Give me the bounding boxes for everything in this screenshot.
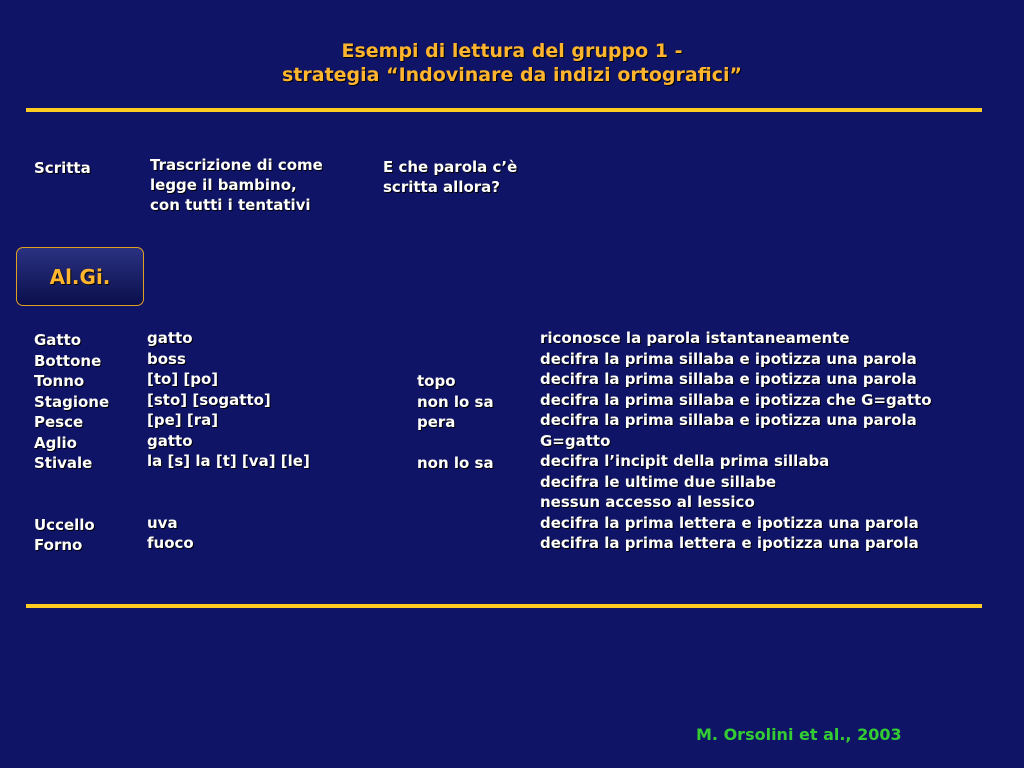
transcription: [pe] [ra] — [147, 411, 219, 429]
comment: decifra la prima sillaba e ipotizza una parola — [540, 411, 917, 429]
written-word: Pesce — [34, 413, 84, 431]
transcription — [147, 472, 310, 493]
header-guess — [383, 157, 517, 197]
citation: M. Orsolini et al., 2003 — [696, 725, 902, 744]
header-transcription-line-1: Trascrizione di come — [150, 156, 323, 174]
transcription: uva — [147, 513, 178, 532]
comment: riconosce la parola istantaneamente — [540, 329, 850, 347]
header-transcription — [150, 155, 323, 215]
transcription: boss — [147, 349, 186, 368]
slide-title — [0, 39, 1024, 87]
transcription — [147, 492, 310, 513]
written-word: Uccello — [34, 515, 95, 534]
guess: pera — [417, 413, 456, 431]
written-word: Stivale — [34, 454, 93, 472]
top-divider — [26, 108, 982, 112]
written-word: Tonno — [34, 372, 85, 390]
written-word — [34, 474, 109, 495]
header-transcription-line-3: con tutti i tentativi — [150, 196, 311, 214]
comment: G=gatto — [540, 431, 611, 450]
guess — [417, 535, 494, 556]
guesses-column — [417, 330, 494, 556]
comment: decifra l’incipit della prima sillaba — [540, 452, 830, 470]
guess — [417, 433, 494, 454]
transcription: gatto — [147, 329, 193, 347]
transcriptions-column — [147, 328, 310, 554]
guess — [417, 351, 494, 372]
subject-badge: Al.Gi. — [16, 247, 144, 306]
transcription: [sto] [sogatto] — [147, 390, 271, 409]
guess — [417, 494, 494, 515]
header-written: Scritta — [34, 159, 91, 177]
written-word: Aglio — [34, 433, 77, 452]
written-word — [34, 494, 109, 515]
comment: decifra la prima lettera e ipotizza una parola — [540, 513, 919, 532]
written-word: Stagione — [34, 392, 110, 411]
comment: decifra la prima lettera e ipotizza una parola — [540, 534, 919, 552]
comment: decifra la prima sillaba e ipotizza una parola — [540, 349, 917, 368]
written-word: Bottone — [34, 351, 102, 370]
written-words-column — [34, 330, 109, 556]
transcription: fuoco — [147, 534, 194, 552]
written-word: Forno — [34, 536, 83, 554]
comment: decifra le ultime due sillabe — [540, 472, 777, 491]
guess: non lo sa — [417, 392, 494, 411]
comment: decifra la prima sillaba e ipotizza che G=gatto — [540, 390, 932, 409]
written-word: Gatto — [34, 331, 82, 349]
transcription: [to] [po] — [147, 370, 219, 388]
comments-column — [540, 328, 932, 554]
guess — [417, 515, 494, 536]
bottom-divider — [26, 604, 982, 608]
guess: non lo sa — [417, 454, 494, 472]
title-line-2: strategia “Indovinare da indizi ortografici” — [281, 64, 743, 86]
header-transcription-line-2: legge il bambino, — [150, 176, 297, 194]
comment: decifra la prima sillaba e ipotizza una parola — [540, 370, 917, 388]
transcription: gatto — [147, 431, 193, 450]
title-line-1: Esempi di lettura del gruppo 1 - — [341, 40, 683, 62]
guess — [417, 330, 494, 351]
transcription: la [s] la [t] [va] [le] — [147, 452, 310, 470]
header-guess-line-2: scritta allora? — [383, 178, 500, 196]
guess — [417, 474, 494, 495]
guess: topo — [417, 372, 456, 390]
comment: nessun accesso al lessico — [540, 493, 755, 511]
header-guess-line-1: E che parola c’è — [383, 158, 518, 176]
